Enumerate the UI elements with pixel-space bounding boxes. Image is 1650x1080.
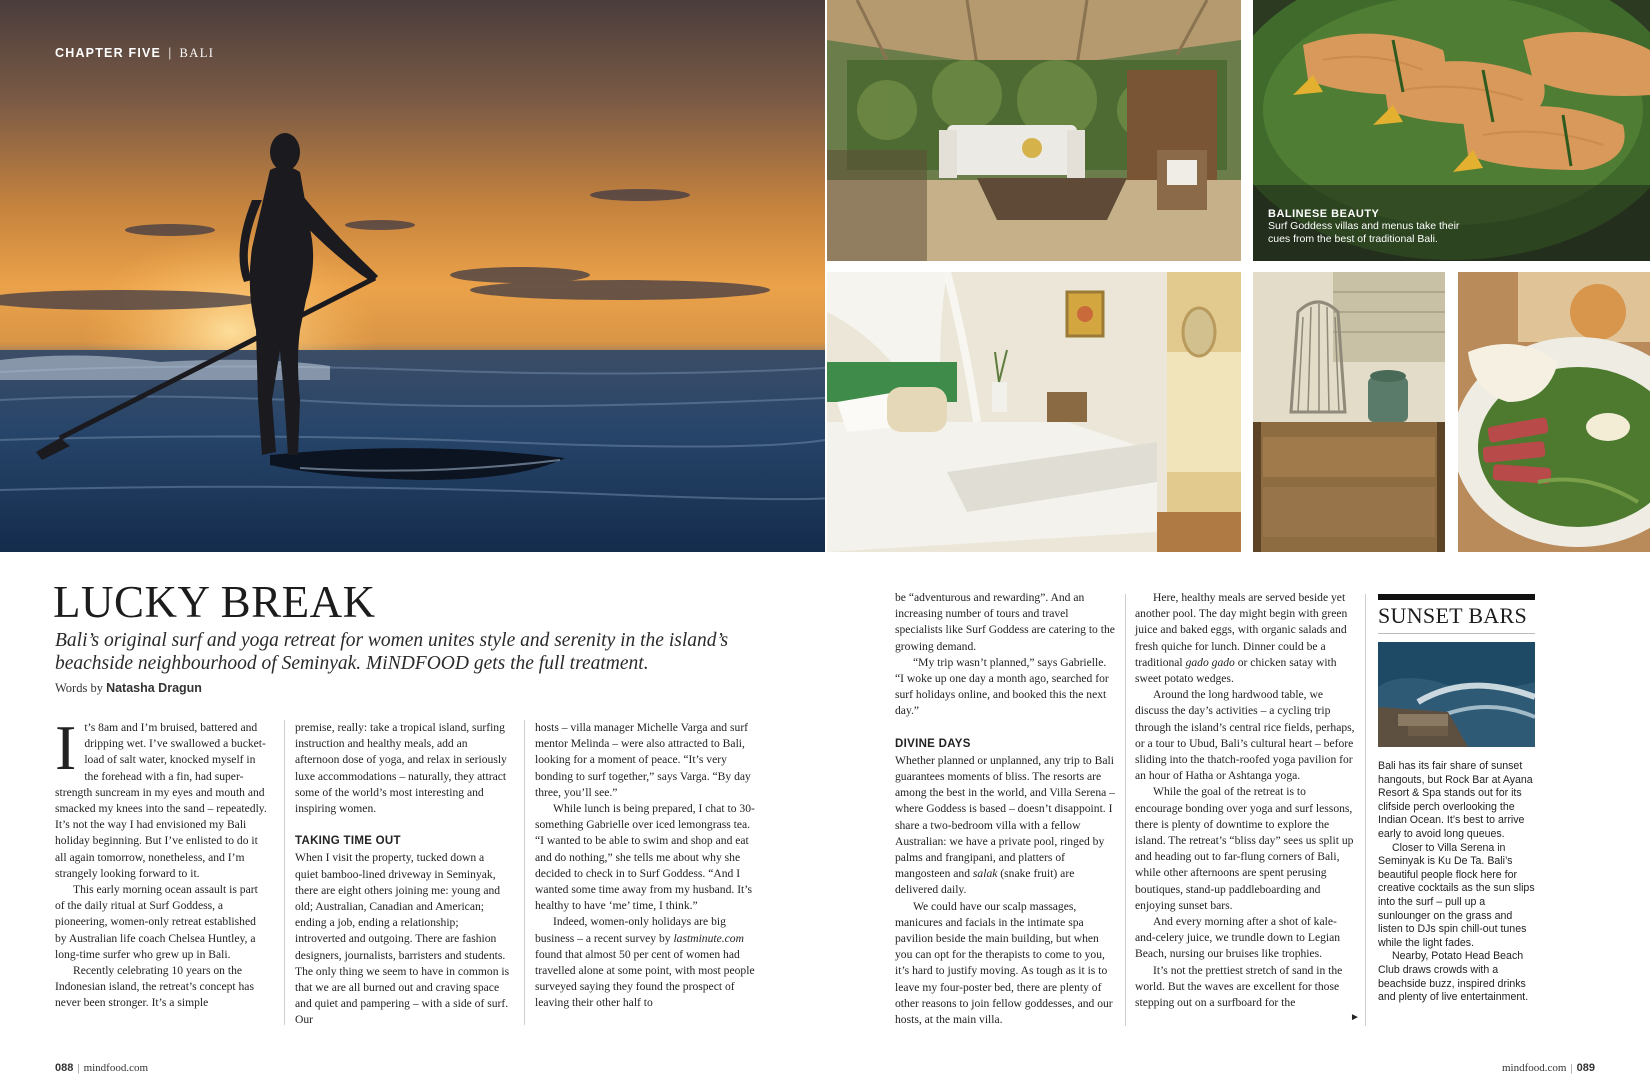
sidebar-top-bar bbox=[1378, 594, 1535, 600]
italic-term: gado gado bbox=[1185, 655, 1235, 669]
column-5-paragraph-1 bbox=[1135, 590, 1355, 687]
column-divider bbox=[1125, 594, 1126, 1026]
column-5-paragraph-5: It’s not the prettiest stretch of sand in the world. But the waves are excellent for those stepping out on a surfboard for the bbox=[1135, 963, 1343, 1010]
sidebar-paragraph-3: Nearby, Potato Head Beach Club draws crowds with a beachside buzz, inspired drinks and plenty of live entertainment. bbox=[1378, 950, 1529, 1004]
chapter-separator: | bbox=[168, 46, 173, 60]
column-1-paragraph-2: This early morning ocean assault is part of the daily ritual at Surf Goddess, a pioneering, women-only retreat established by Australian life coach Chelsea Huntley, a long-time surfer who grew up in Bali. bbox=[55, 883, 258, 961]
byline-prefix: Words by bbox=[55, 681, 103, 695]
italic-term: salak bbox=[972, 867, 998, 881]
folio-left bbox=[55, 1062, 148, 1074]
chapter-place: BALI bbox=[179, 46, 215, 60]
paragraph-text: or chicken satay with sweet potato wedges. bbox=[1135, 655, 1337, 686]
paragraph-text: Here, healthy meals are served beside yet another pool. The day might begin with green juice and baked eggs, with organic salads and fresh quiche for lunch. Dinner could be a traditional bbox=[1135, 591, 1348, 669]
page-number-right: 089 bbox=[1576, 1062, 1595, 1074]
birdcage-dresser-photo bbox=[1253, 272, 1445, 552]
article-column-2 bbox=[295, 720, 510, 1029]
caption-title: BALINESE BEAUTY bbox=[1268, 208, 1380, 220]
column-2-paragraph-1: premise, really: take a tropical island, surfing instruction and healthy meals, add an afternoon dose of yoga, and relax in seriously luxe accommodations – naturally, they attract some of the world’s most interesting and inspiring women. bbox=[295, 721, 507, 816]
sidebar-body bbox=[1378, 760, 1538, 1005]
column-3-paragraph-1: hosts – villa manager Michelle Varga and surf mentor Melinda – were also attracted to Bali, looking for a moment of peace. “It’s very bonding to surf together,” says Varga. “By day three, you’ll see.” bbox=[535, 721, 751, 799]
chapter-label bbox=[55, 46, 214, 61]
column-4-paragraph-4: We could have our scalp massages, manicures and facials in the intimate spa pavilion beside the main building, but when you can opt for the therapists to come to you, it’s hard to justify moving. As tough as it is to leave my four-poster bed, there are plenty of other reasons to join fellow goddesses, and our hosts, at the main villa. bbox=[895, 899, 1113, 1027]
sidebar-title: SUNSET BARS bbox=[1378, 603, 1527, 628]
page-number-left: 088 bbox=[55, 1062, 74, 1074]
folio-site-right: mindfood.com bbox=[1501, 1062, 1567, 1074]
article-standfirst: Bali’s original surf and yoga retreat for women unites style and serenity in the island’s beachside neighbourhood of Seminyak. MiNDFOOD gets the full treatment. bbox=[55, 630, 729, 674]
article-column-3 bbox=[535, 720, 755, 1012]
column-divider bbox=[1365, 594, 1366, 1026]
food-plate-photo bbox=[1458, 272, 1650, 552]
paragraph-text: Indeed, women-only holidays are big business – a recent survey by bbox=[535, 915, 726, 945]
article-column-4 bbox=[895, 590, 1115, 1028]
column-divider bbox=[284, 720, 285, 1025]
photo-caption bbox=[1268, 208, 1483, 246]
column-5-paragraph-4: And every morning after a shot of kale-and-celery juice, we trundle down to Legian Beach, nursing our bruises like trophies. bbox=[1135, 915, 1341, 961]
paragraph-text: (snake fruit) are delivered daily. bbox=[895, 867, 1075, 897]
spacer bbox=[295, 817, 510, 833]
article-headline: LUCKY BREAK bbox=[53, 577, 376, 627]
folio-right bbox=[1502, 1062, 1595, 1074]
villa-lounge-photo bbox=[827, 0, 1241, 261]
caption-text: Surf Goddess villas and menus take their cues from the best of traditional Bali. bbox=[1268, 220, 1460, 245]
column-1-paragraph-1 bbox=[55, 712, 270, 882]
continue-arrow-icon: ► bbox=[1350, 1012, 1360, 1023]
sunset-paddleboard-photo bbox=[0, 0, 825, 552]
column-3-paragraph-3 bbox=[535, 914, 755, 1011]
sidebar-divider bbox=[1378, 633, 1535, 634]
sidebar-paragraph-2: Closer to Villa Serena in Seminyak is Ku De Ta. Bali’s beautiful people flock here for creative cocktails as the sun slips into the surf – pull up a sunlounger on the grass and listen to DJs spin chill-out tunes while the light fades. bbox=[1378, 841, 1535, 949]
drop-cap: I bbox=[55, 712, 77, 783]
article-column-1 bbox=[55, 712, 270, 1012]
column-4-paragraph-1: be “adventurous and rewarding”. And an increasing number of tours and travel specialists like Surf Goddess are catering to the growing demand. bbox=[895, 591, 1115, 653]
paragraph-text: Whether planned or unplanned, any trip to Bali guarantees moments of bliss. The resorts are among the best in the world, and Villa Serena – where Goddess is based – doesn’t disappoint. I share a two-bedroom villa with a fellow Australian: we have a private pool, ringed by palms and frangipani, and platters of mangosteen and bbox=[895, 753, 1115, 881]
paragraph-text: t’s 8am and I’m bruised, battered and dripping wet. I’ve swallowed a bucket-load of salt water, knocked myself in the forehead with a fin, had super-strength suncream in my eyes and mouth and smacked my knees into the sand – repeatedly. It’s not the way I had envisioned my Bali holiday beginning. But I’ve enlisted to do it all again tomorrow, nonetheless, and I’m strangely looking forward to it. bbox=[55, 721, 267, 880]
column-5-paragraph-2: Around the long hardwood table, we discuss the day’s activities – a cycling trip through the island’s central rice fields, perhaps, or a tour to Ubud, Bali’s cultural heart – before sliding into the thatch-roofed yoga pavilion for an hour of Hatha or Ashtanga yoga. bbox=[1135, 688, 1355, 783]
column-4-paragraph-2: “My trip wasn’t planned,” says Gabrielle. “I woke up one day a month ago, searched for surf holidays online, and booked this the next day.” bbox=[895, 655, 1109, 718]
folio-separator: | bbox=[1570, 1062, 1573, 1074]
villa-bedroom-photo bbox=[827, 272, 1241, 552]
folio-separator: | bbox=[77, 1062, 80, 1074]
column-1-paragraph-3: Recently celebrating 10 years on the Indonesian island, the retreat’s concept has never been stronger. It’s a simple bbox=[55, 964, 254, 1010]
column-divider bbox=[524, 720, 525, 1025]
paragraph-text: found that almost 50 per cent of women had travelled alone at some point, with most people surveyed saying they found the prospect of leaving their other half to bbox=[535, 947, 755, 1010]
website-name: lastminute.com bbox=[673, 931, 744, 945]
column-5-paragraph-3: While the goal of the retreat is to encourage bonding over yoga and surf lessons, there is plenty of downtime to explore the island. The retreat’s “bliss day” sees us split up and heading out to far-flung corners of Bali, while other afternoons are spent perusing boutiques, stand-up paddleboarding and enjoying sunset bars. bbox=[1135, 785, 1354, 912]
column-2-paragraph-2: When I visit the property, tucked down a quiet bamboo-lined driveway in Seminyak, there are eight others joining me: young and old; Australian, Canadian and American; ending a job, ending a relationship; introverted and outgoing. There are fashion designers, journalists, barristers and students. The only thing we seem to have in common is that we are all burned out and craving space and quiet and pampering – with a side of surf. Our bbox=[295, 851, 510, 1027]
column-3-paragraph-2: While lunch is being prepared, I chat to 30-something Gabrielle over iced lemongrass tea. “I wanted to be able to swim and shop and eat and do nothing,” she tells me about why she decided to check in to Surf Goddess. “And I wanted some time away from my husband. It’s healthy to have ‘me’ time, I think.” bbox=[535, 802, 755, 913]
folio-site-left: mindfood.com bbox=[83, 1062, 149, 1074]
column-4-paragraph-3 bbox=[895, 753, 1115, 899]
chapter-number: CHAPTER FIVE bbox=[55, 46, 162, 60]
cliff-sea-photo bbox=[1378, 642, 1535, 747]
subheading-taking-time-out: TAKING TIME OUT bbox=[295, 835, 401, 848]
article-byline bbox=[55, 681, 202, 696]
spacer bbox=[895, 720, 1115, 736]
sidebar-paragraph-1: Bali has its fair share of sunset hangouts, but Rock Bar at Ayana Resort & Spa stands out for its clifside perch overlooking the Indian Ocean. It’s best to arrive early to avoid long queues. bbox=[1378, 760, 1533, 840]
article-column-5 bbox=[1135, 590, 1355, 1011]
subheading-divine-days: DIVINE DAYS bbox=[895, 737, 971, 750]
byline-author: Natasha Dragun bbox=[106, 681, 202, 695]
